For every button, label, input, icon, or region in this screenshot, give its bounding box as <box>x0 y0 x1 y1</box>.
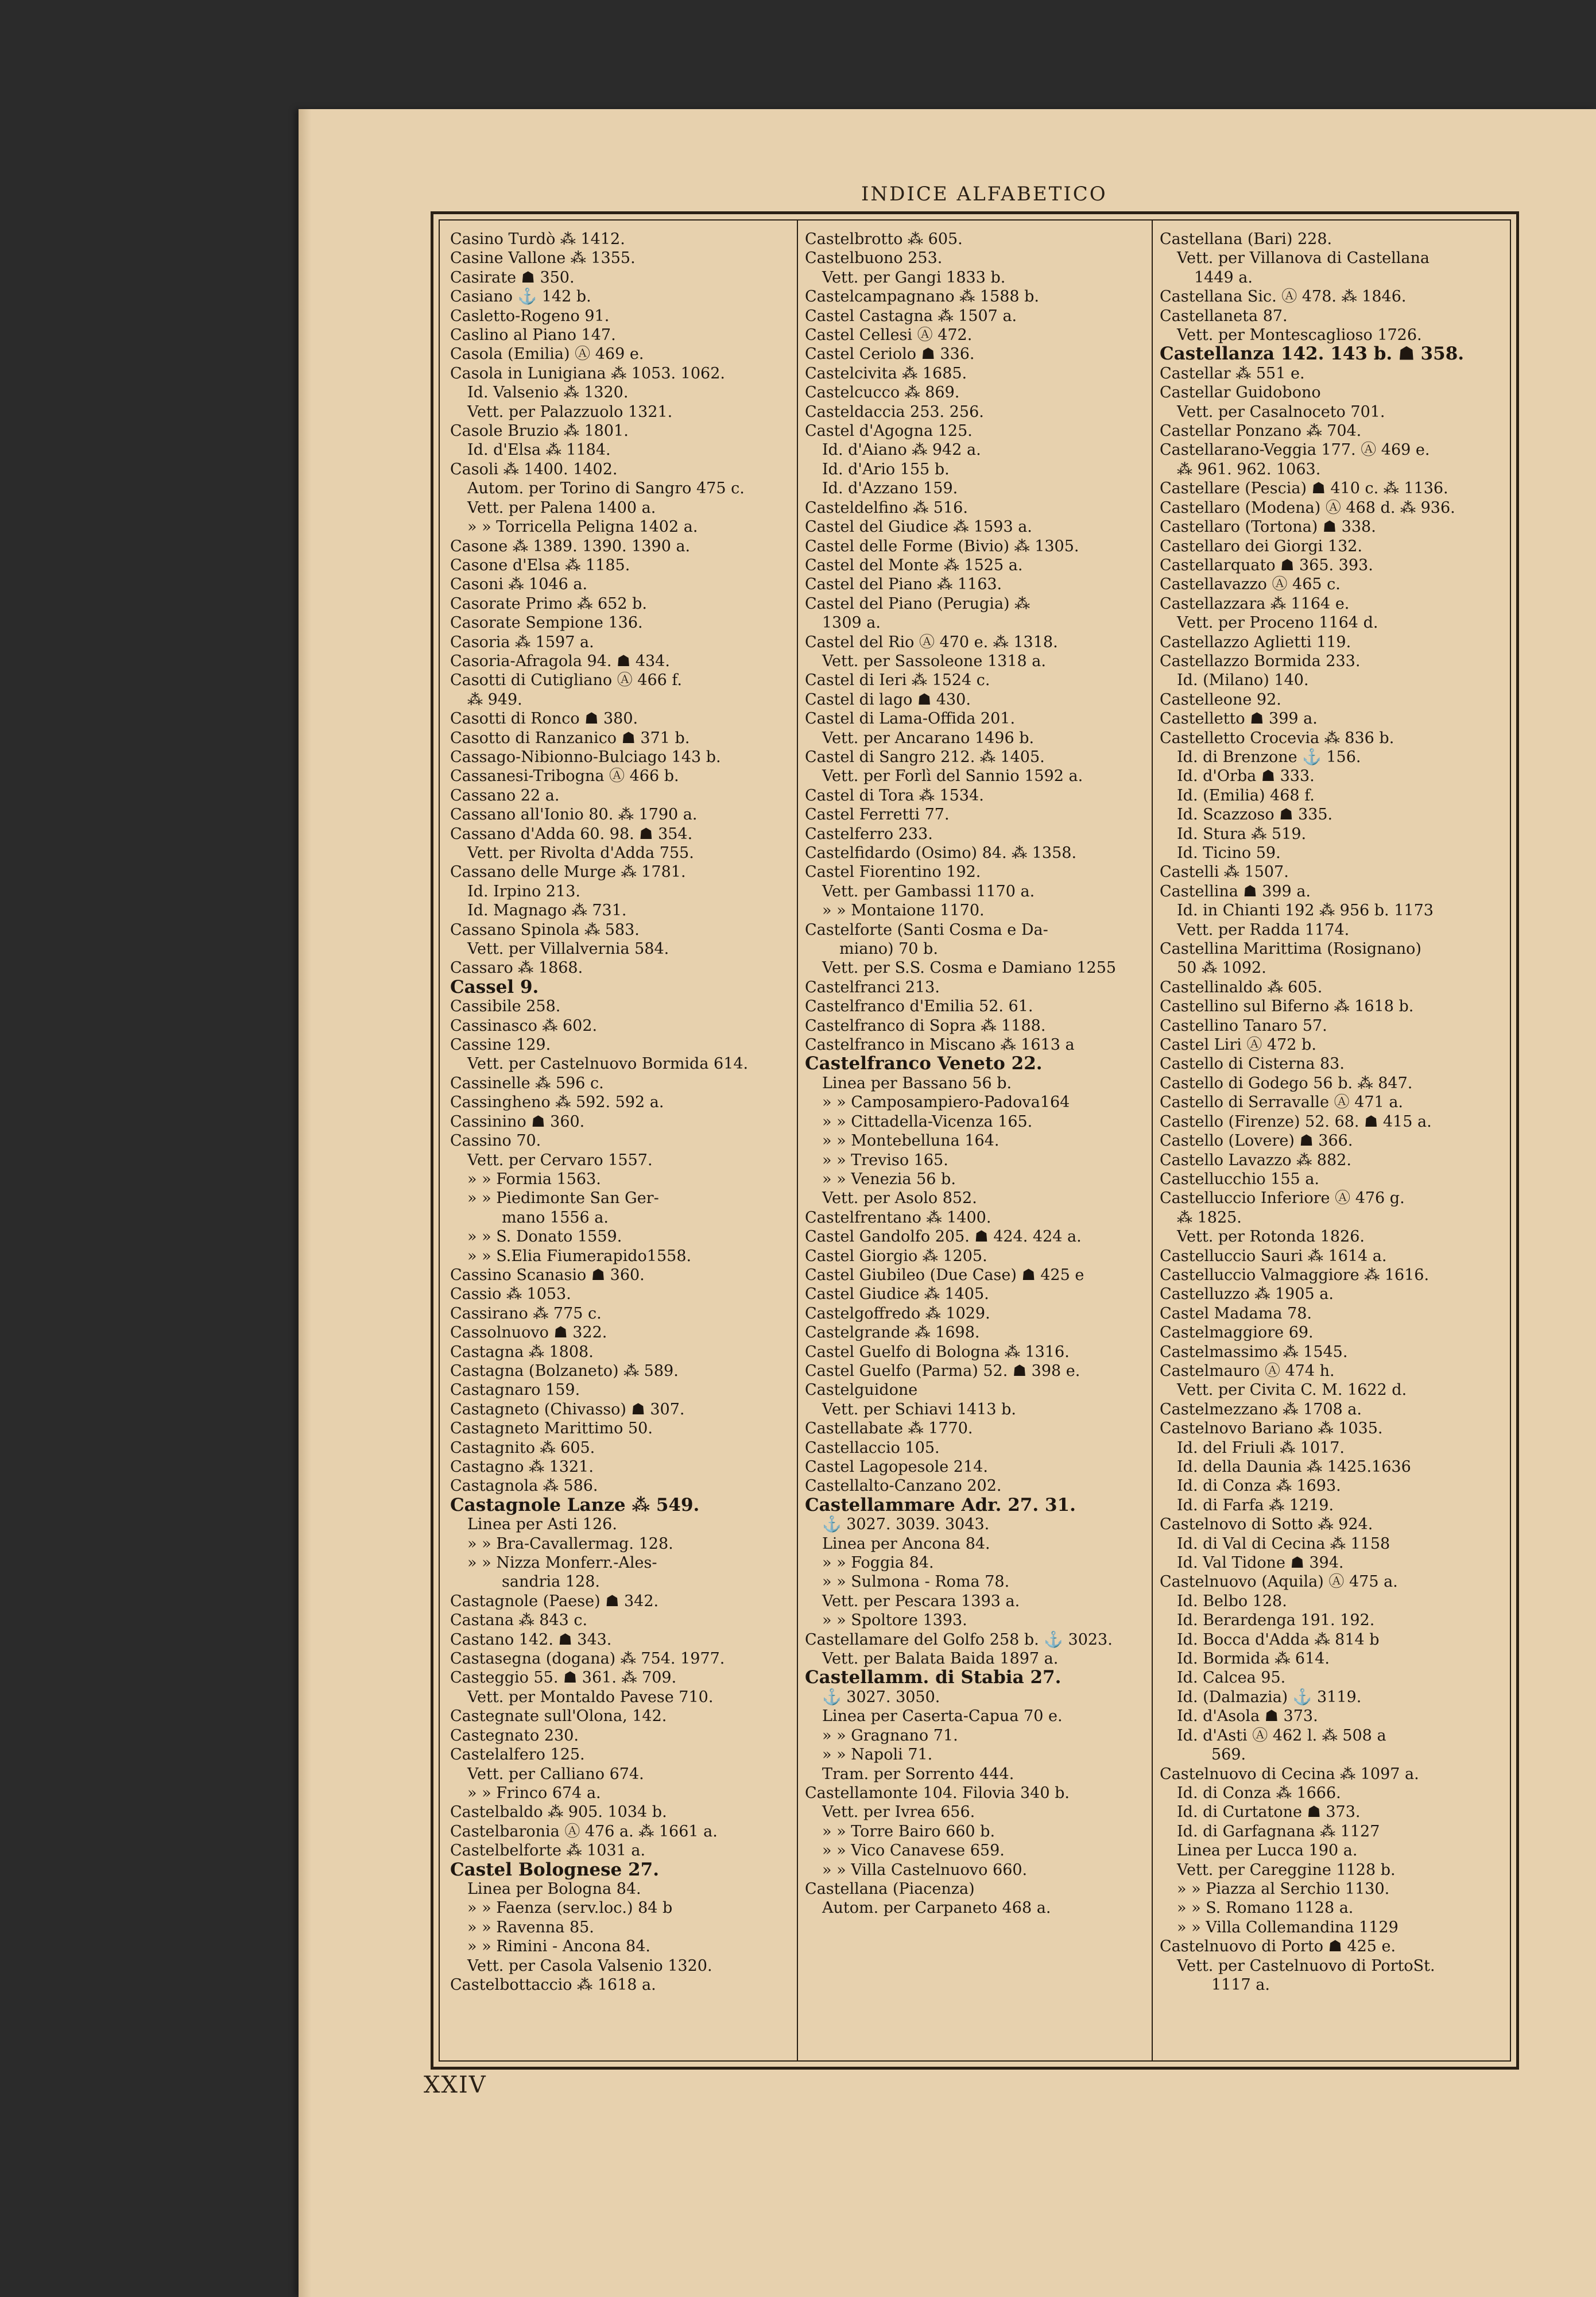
index-entry: Castelfrentano ⁂ 1400. <box>805 1208 991 1227</box>
index-entry: Casorate Sempione 136. <box>450 614 643 632</box>
index-entry: » » S.Elia Fiumerapido1558. <box>467 1247 692 1265</box>
index-entry: Castel Cellesi Ⓐ 472. <box>805 326 973 345</box>
index-entry: Vett. per Palena 1400 a. <box>467 498 656 517</box>
index-entry: » » Montaione 1170. <box>822 902 985 920</box>
index-entry: Castellaro (Modena) Ⓐ 468 d. ⁂ 936. <box>1160 498 1455 517</box>
index-entry: » » Napoli 71. <box>822 1746 933 1764</box>
index-entry: Castelli ⁂ 1507. <box>1160 863 1289 881</box>
index-entry: Castello (Lovere) ☗ 366. <box>1160 1132 1353 1150</box>
index-entry: Id. Calcea 95. <box>1177 1669 1286 1687</box>
index-entry: Cassinasco ⁂ 602. <box>450 1016 598 1035</box>
index-entry: Linea per Ancona 84. <box>822 1534 990 1553</box>
index-entry: Cassago-Nibionno-Bulciago 143 b. <box>450 748 721 766</box>
index-entry: Castelnuovo di Cecina ⁂ 1097 a. <box>1160 1765 1419 1783</box>
index-entry: Castellamonte 104. Filovia 340 b. <box>805 1784 1070 1802</box>
index-entry: Castellaro dei Giorgi 132. <box>1160 537 1363 555</box>
index-entry: » » Spoltore 1393. <box>822 1611 967 1630</box>
index-entry: Castellana (Piacenza) <box>805 1880 975 1898</box>
index-entry: Id. di Farfa ⁂ 1219. <box>1177 1496 1334 1514</box>
index-entry: » » Montebelluna 164. <box>822 1132 1000 1150</box>
index-entry: Vett. per Ancarano 1496 b. <box>822 729 1035 747</box>
index-entry: Id. d'Orba ☗ 333. <box>1177 767 1315 786</box>
index-entry: Castellaneta 87. <box>1160 307 1288 325</box>
index-entry: miano) 70 b. <box>839 940 938 958</box>
index-entry: Id. Bocca d'Adda ⁂ 814 b <box>1177 1630 1380 1649</box>
index-entry: Castel di Lama-Offida 201. <box>805 710 1016 728</box>
index-entry: Castana ⁂ 843 c. <box>450 1611 588 1630</box>
index-entry: Castellarquato ☗ 365. 393. <box>1160 556 1373 574</box>
index-entry: Castellar Guidobono <box>1160 384 1321 402</box>
index-entry: Castagnaro 159. <box>450 1381 580 1399</box>
index-entry: » » Piedimonte San Ger- <box>467 1189 659 1208</box>
index-entry: Tram. per Sorrento 444. <box>822 1765 1014 1783</box>
index-entry: Castelletto ☗ 399 a. <box>1160 710 1318 728</box>
index-entry: Castel Castagna ⁂ 1507 a. <box>805 307 1017 325</box>
index-entry: Castelalfero 125. <box>450 1746 585 1764</box>
index-entry: Id. Irpino 213. <box>467 882 580 900</box>
index-entry: Casotti di Cutigliano Ⓐ 466 f. <box>450 671 683 690</box>
index-entry: » » Villa Collemandina 1129 <box>1177 1918 1399 1936</box>
index-entry: Casteldaccia 253. 256. <box>805 403 984 421</box>
index-entry: Castello (Firenze) 52. 68. ☗ 415 a. <box>1160 1112 1432 1131</box>
index-entry: Castel del Giudice ⁂ 1593 a. <box>805 518 1032 536</box>
index-entry: Vett. per Villalvernia 584. <box>467 940 669 958</box>
index-entry: » » Rimini - Ancona 84. <box>467 1938 650 1956</box>
index-entry: Vett. per Calliano 674. <box>467 1765 644 1783</box>
index-entry: Id. Stura ⁂ 519. <box>1177 825 1307 843</box>
index-entry: Castellazzo Bormida 233. <box>1160 652 1361 670</box>
index-entry: Castelgoffredo ⁂ 1029. <box>805 1304 990 1322</box>
index-entry: Autom. per Torino di Sangro 475 c. <box>467 479 745 498</box>
index-entry: Vett. per Asolo 852. <box>822 1189 977 1208</box>
index-entry: Vett. per Ivrea 656. <box>822 1803 975 1822</box>
index-entry: Castegnate sull'Olona, 142. <box>450 1707 667 1726</box>
index-entry: Castagnola ⁂ 586. <box>450 1477 598 1495</box>
index-entry: » » Torricella Peligna 1402 a. <box>467 518 698 536</box>
index-entry: Castel Giubileo (Due Case) ☗ 425 e <box>805 1266 1084 1284</box>
index-entry: Casotto di Ranzanico ☗ 371 b. <box>450 729 690 747</box>
index-entry: Castelluccio Valmaggiore ⁂ 1616. <box>1160 1266 1430 1284</box>
index-entry: Castelfranco in Miscano ⁂ 1613 a <box>805 1036 1075 1054</box>
index-entry: Cassanesi-Tribogna Ⓐ 466 b. <box>450 767 679 786</box>
page-fold-shadow <box>299 109 311 2297</box>
index-entry: Id. del Friuli ⁂ 1017. <box>1177 1438 1345 1457</box>
index-entry: Castelcivita ⁂ 1685. <box>805 364 967 382</box>
index-entry: Vett. per Sassoleone 1318 a. <box>822 652 1046 670</box>
index-entry: Castello Lavazzo ⁂ 882. <box>1160 1151 1351 1169</box>
index-entry: Castelguidone <box>805 1381 918 1399</box>
index-entry: ⁂ 961. 962. 1063. <box>1177 460 1321 478</box>
index-entry: Castel del Piano ⁂ 1163. <box>805 575 1002 594</box>
index-entry: 569. <box>1211 1746 1246 1764</box>
index-entry: 1309 a. <box>822 614 881 632</box>
index-entry: Castel del Monte ⁂ 1525 a. <box>805 556 1023 574</box>
index-entry: sandria 128. <box>502 1573 600 1591</box>
index-entry: Vett. per Gambassi 1170 a. <box>822 882 1035 900</box>
index-entry: Castel Bolognese 27. <box>450 1860 659 1880</box>
index-entry: » » Nizza Monferr.-Ales- <box>467 1554 657 1572</box>
index-column-2 <box>805 230 1149 1918</box>
index-entry: Id. d'Aiano ⁂ 942 a. <box>822 441 981 459</box>
index-entry: Castellalto-Canzano 202. <box>805 1477 1002 1495</box>
index-entry: Vett. per Proceno 1164 d. <box>1177 614 1378 632</box>
index-entry: » » Foggia 84. <box>822 1554 934 1572</box>
index-entry: Casotti di Ronco ☗ 380. <box>450 710 638 728</box>
index-entry: Id. Belbo 128. <box>1177 1592 1287 1610</box>
index-entry: Castelfranco di Sopra ⁂ 1188. <box>805 1016 1046 1035</box>
index-entry: Id. di Conza ⁂ 1666. <box>1177 1784 1341 1802</box>
index-entry: Cassano all'Ionio 80. ⁂ 1790 a. <box>450 806 698 824</box>
index-entry: Linea per Bologna 84. <box>467 1880 641 1898</box>
index-entry: Castello di Cisterna 83. <box>1160 1055 1345 1073</box>
index-entry: Castello di Godego 56 b. ⁂ 847. <box>1160 1074 1413 1092</box>
index-entry: Castellammare Adr. 27. 31. <box>805 1495 1076 1515</box>
index-entry: Castellazzo Aglietti 119. <box>1160 633 1351 651</box>
index-entry: Id. in Chianti 192 ⁂ 956 b. 1173 <box>1177 902 1434 920</box>
index-entry: Castelfranci 213. <box>805 978 940 996</box>
index-entry: ⁂ 949. <box>467 690 522 709</box>
index-entry: Castagno ⁂ 1321. <box>450 1458 594 1476</box>
index-entry: Cassinelle ⁂ 596 c. <box>450 1074 604 1092</box>
index-entry: Vett. per Civita C. M. 1622 d. <box>1177 1381 1407 1399</box>
index-entry: Cassino Scanasio ☗ 360. <box>450 1266 645 1284</box>
index-entry: ⚓ 3027. 3039. 3043. <box>822 1515 990 1534</box>
index-entry: Cassano delle Murge ⁂ 1781. <box>450 863 686 881</box>
index-entry: Vett. per Palazzuolo 1321. <box>467 403 673 421</box>
index-entry: Castellanza 142. 143 b. ☗ 358. <box>1160 345 1465 364</box>
index-entry: Castel Fiorentino 192. <box>805 863 981 881</box>
index-entry: Vett. per Forlì del Sannio 1592 a. <box>822 767 1083 786</box>
index-entry: Castellamare del Golfo 258 b. ⚓ 3023. <box>805 1630 1113 1649</box>
index-entry: Castagnito ⁂ 605. <box>450 1438 595 1457</box>
index-entry: Castel Giorgio ⁂ 1205. <box>805 1247 987 1265</box>
index-entry: Castellana (Bari) 228. <box>1160 230 1332 248</box>
index-entry: Cassolnuovo ☗ 322. <box>450 1324 607 1342</box>
index-entry: Id. Berardenga 191. 192. <box>1177 1611 1375 1630</box>
index-entry: Castelnovo di Sotto ⁂ 924. <box>1160 1515 1373 1534</box>
index-entry: Vett. per Cervaro 1557. <box>467 1151 653 1169</box>
index-entry: Casirate ☗ 350. <box>450 268 575 287</box>
index-entry: Casone ⁂ 1389. 1390. 1390 a. <box>450 537 691 555</box>
index-entry: mano 1556 a. <box>502 1208 609 1227</box>
index-entry: Linea per Bassano 56 b. <box>822 1074 1012 1092</box>
index-entry: Castano 142. ☗ 343. <box>450 1630 612 1649</box>
index-entry: Cassinino ☗ 360. <box>450 1112 585 1131</box>
index-entry: Casoria-Afragola 94. ☗ 434. <box>450 652 670 670</box>
index-entry: Id. di Val di Cecina ⁂ 1158 <box>1177 1534 1390 1553</box>
index-entry: Vett. per Rotonda 1826. <box>1177 1228 1365 1246</box>
index-entry: Casoria ⁂ 1597 a. <box>450 633 594 651</box>
index-entry: Castellina Marittima (Rosignano) <box>1160 940 1421 958</box>
index-entry: Castelnovo Bariano ⁂ 1035. <box>1160 1420 1383 1438</box>
index-entry: Casola (Emilia) Ⓐ 469 e. <box>450 345 644 364</box>
index-entry: Casola in Lunigiana ⁂ 1053. 1062. <box>450 364 725 382</box>
index-entry: Id. d'Azzano 159. <box>822 479 958 498</box>
index-entry: Casteldelfino ⁂ 516. <box>805 498 968 517</box>
index-entry: Castel Liri Ⓐ 472 b. <box>1160 1036 1316 1054</box>
index-entry: Castelnuovo di Porto ☗ 425 e. <box>1160 1938 1396 1956</box>
index-entry: Id. di Garfagnana ⁂ 1127 <box>1177 1822 1380 1840</box>
index-entry: Id. (Milano) 140. <box>1177 671 1309 690</box>
index-entry: Casine Vallone ⁂ 1355. <box>450 249 636 268</box>
index-entry: Castelbrotto ⁂ 605. <box>805 230 963 248</box>
index-entry: Castelfranco Veneto 22. <box>805 1054 1043 1074</box>
page-header: INDICE ALFABETICO <box>861 183 1107 206</box>
index-entry: Linea per Asti 126. <box>467 1515 617 1534</box>
index-entry: Castelbuono 253. <box>805 249 943 268</box>
index-entry: Castelcampagnano ⁂ 1588 b. <box>805 288 1040 306</box>
index-entry: Castellavazzo Ⓐ 465 c. <box>1160 575 1341 594</box>
index-entry: Castellucchio 155 a. <box>1160 1170 1320 1188</box>
index-entry: Castelferro 233. <box>805 825 933 843</box>
index-entry: Castellaro (Tortona) ☗ 338. <box>1160 518 1376 536</box>
index-entry: Casone d'Elsa ⁂ 1185. <box>450 556 630 574</box>
index-entry: Castelnuovo (Aquila) Ⓐ 475 a. <box>1160 1573 1398 1591</box>
index-entry: Castelluzzo ⁂ 1905 a. <box>1160 1285 1334 1304</box>
index-entry: Castellar ⁂ 551 e. <box>1160 364 1305 382</box>
index-entry: Castel di Ieri ⁂ 1524 c. <box>805 671 990 690</box>
index-entry: » » Bra-Cavallermag. 128. <box>467 1534 673 1553</box>
index-entry: Castel Guelfo (Parma) 52. ☗ 398 e. <box>805 1362 1080 1380</box>
index-entry: Id. d'Asola ☗ 373. <box>1177 1707 1318 1726</box>
index-entry: Vett. per Villanova di Castellana <box>1177 249 1430 268</box>
index-entry: Vett. per Castelnuovo di PortoSt. <box>1177 1956 1435 1975</box>
index-entry: Id. d'Asti Ⓐ 462 l. ⁂ 508 a <box>1177 1726 1386 1745</box>
index-entry: Id. (Emilia) 468 f. <box>1177 786 1315 805</box>
index-entry: Castellinaldo ⁂ 605. <box>1160 978 1323 996</box>
index-entry: Castelmaggiore 69. <box>1160 1324 1314 1342</box>
index-entry: Castelmezzano ⁂ 1708 a. <box>1160 1400 1362 1418</box>
index-entry: » » Faenza (serv.loc.) 84 b <box>467 1899 673 1917</box>
index-entry: Casteggio 55. ☗ 361. ⁂ 709. <box>450 1669 677 1687</box>
index-entry: Castellino Tanaro 57. <box>1160 1016 1327 1035</box>
index-entry: Castellazzara ⁂ 1164 e. <box>1160 594 1350 613</box>
index-entry: Castelluccio Sauri ⁂ 1614 a. <box>1160 1247 1387 1265</box>
index-entry: Castelbaldo ⁂ 905. 1034 b. <box>450 1803 667 1822</box>
index-entry: Casoli ⁂ 1400. 1402. <box>450 460 618 478</box>
index-entry: Castel d'Agogna 125. <box>805 422 973 440</box>
index-entry: ⁂ 1825. <box>1177 1208 1242 1227</box>
index-entry: Vett. per Montaldo Pavese 710. <box>467 1688 714 1706</box>
index-entry: Castellare (Pescia) ☗ 410 c. ⁂ 1136. <box>1160 479 1448 498</box>
index-entry: Castasegna (dogana) ⁂ 754. 1977. <box>450 1650 725 1668</box>
index-entry: Cassibile 258. <box>450 997 561 1016</box>
index-entry: Vett. per Castelnuovo Bormida 614. <box>467 1055 749 1073</box>
index-entry: Castel Ceriolo ☗ 336. <box>805 345 975 364</box>
index-entry: Casino Turdò ⁂ 1412. <box>450 230 625 248</box>
index-entry: Id. Magnago ⁂ 731. <box>467 902 627 920</box>
index-entry: Castel del Rio Ⓐ 470 e. ⁂ 1318. <box>805 633 1058 651</box>
index-entry: Castelmauro Ⓐ 474 h. <box>1160 1362 1335 1380</box>
index-entry: Id. Val Tidone ☗ 394. <box>1177 1554 1344 1572</box>
index-entry: Castellina ☗ 399 a. <box>1160 882 1311 900</box>
index-entry: Cassano d'Adda 60. 98. ☗ 354. <box>450 825 693 843</box>
index-entry: Castel delle Forme (Bivio) ⁂ 1305. <box>805 537 1079 555</box>
index-entry: Castellarano-Veggia 177. Ⓐ 469 e. <box>1160 441 1430 459</box>
index-entry: Castelgrande ⁂ 1698. <box>805 1324 980 1342</box>
index-entry: Castelforte (Santi Cosma e Da- <box>805 921 1048 939</box>
index-entry: Castel Lagopesole 214. <box>805 1458 988 1476</box>
index-entry: Vett. per Gangi 1833 b. <box>822 268 1006 287</box>
index-entry: ⚓ 3027. 3050. <box>822 1688 940 1706</box>
index-entry: Castel Gandolfo 205. ☗ 424. 424 a. <box>805 1228 1082 1246</box>
index-entry: Vett. per Montescaglioso 1726. <box>1177 326 1422 345</box>
index-entry: Autom. per Carpaneto 468 a. <box>822 1899 1051 1917</box>
index-entry: Id. Valsenio ⁂ 1320. <box>467 384 629 402</box>
index-entry: » » Piazza al Serchio 1130. <box>1177 1880 1390 1898</box>
index-entry: Castel di lago ☗ 430. <box>805 690 971 709</box>
index-entry: Castagnole Lanze ⁂ 549. <box>450 1495 700 1515</box>
index-entry: Casiano ⚓ 142 b. <box>450 288 591 306</box>
index-entry: Cassirano ⁂ 775 c. <box>450 1304 602 1322</box>
index-entry: Id. di Curtatone ☗ 373. <box>1177 1803 1361 1822</box>
index-column-1 <box>450 230 795 1994</box>
index-entry: Id. di Conza ⁂ 1693. <box>1177 1477 1341 1495</box>
index-entry: » » Ravenna 85. <box>467 1918 594 1936</box>
index-entry: » » Camposampiero-Padova164 <box>822 1093 1070 1112</box>
index-entry: Castelfidardo (Osimo) 84. ⁂ 1358. <box>805 844 1077 862</box>
index-entry: Id. Bormida ⁂ 614. <box>1177 1650 1330 1668</box>
index-entry: Castellabate ⁂ 1770. <box>805 1420 973 1438</box>
index-entry: » » Treviso 165. <box>822 1151 948 1169</box>
index-entry: Castel Ferretti 77. <box>805 806 950 824</box>
index-entry: Cassano 22 a. <box>450 786 560 805</box>
index-entry: » » Formia 1563. <box>467 1170 601 1188</box>
index-entry: Cassel 9. <box>450 977 539 997</box>
index-entry: Castelluccio Inferiore Ⓐ 476 g. <box>1160 1189 1405 1208</box>
index-entry: Castel di Tora ⁂ 1534. <box>805 786 984 805</box>
index-entry: Vett. per Casalnoceto 701. <box>1177 403 1385 421</box>
index-entry: Casole Bruzio ⁂ 1801. <box>450 422 629 440</box>
column-divider-1 <box>797 221 798 2060</box>
index-entry: Castagneto (Chivasso) ☗ 307. <box>450 1400 685 1418</box>
index-entry: Castelbottaccio ⁂ 1618 a. <box>450 1975 656 1994</box>
index-entry: Linea per Lucca 190 a. <box>1177 1842 1358 1860</box>
index-column-3 <box>1160 230 1504 1994</box>
index-entry: 50 ⁂ 1092. <box>1177 959 1266 977</box>
index-entry: Castelleone 92. <box>1160 690 1281 709</box>
index-entry: Caslino al Piano 147. <box>450 326 616 345</box>
index-entry: Vett. per Balata Baida 1897 a. <box>822 1650 1059 1668</box>
index-entry: Castel Giudice ⁂ 1405. <box>805 1285 989 1304</box>
index-entry: Id. Scazzoso ☗ 335. <box>1177 806 1333 824</box>
index-entry: Castegnato 230. <box>450 1726 579 1745</box>
index-entry: Cassio ⁂ 1053. <box>450 1285 571 1304</box>
column-divider-2 <box>1152 221 1153 2060</box>
index-entry: Castelmassimo ⁂ 1545. <box>1160 1343 1348 1361</box>
index-entry: Casletto-Rogeno 91. <box>450 307 610 325</box>
index-entry: Castagneto Marittimo 50. <box>450 1420 653 1438</box>
index-entry: Cassino 70. <box>450 1132 541 1150</box>
index-entry: » » S. Donato 1559. <box>467 1228 622 1246</box>
index-entry: » » S. Romano 1128 a. <box>1177 1899 1354 1917</box>
index-entry: Vett. per Pescara 1393 a. <box>822 1592 1020 1610</box>
index-entry: Castagna ⁂ 1808. <box>450 1343 594 1361</box>
index-entry: Castel del Piano (Perugia) ⁂ <box>805 594 1031 613</box>
index-entry: Castel Guelfo di Bologna ⁂ 1316. <box>805 1343 1070 1361</box>
index-entry: Id. della Daunia ⁂ 1425.1636 <box>1177 1458 1411 1476</box>
index-entry: Cassano Spinola ⁂ 583. <box>450 921 640 939</box>
index-entry: Castel Madama 78. <box>1160 1304 1312 1322</box>
index-entry: Id. d'Ario 155 b. <box>822 460 950 478</box>
index-entry: Cassine 129. <box>450 1036 551 1054</box>
index-entry: » » Venezia 56 b. <box>822 1170 956 1188</box>
index-entry: 1117 a. <box>1211 1975 1270 1994</box>
index-entry: » » Gragnano 71. <box>822 1726 958 1745</box>
index-entry: Castelbelforte ⁂ 1031 a. <box>450 1842 646 1860</box>
index-entry: Castellar Ponzano ⁂ 704. <box>1160 422 1362 440</box>
index-entry: Vett. per Casola Valsenio 1320. <box>467 1956 712 1975</box>
index-entry: Castagna (Bolzaneto) ⁂ 589. <box>450 1362 679 1380</box>
index-entry: Vett. per Schiavi 1413 b. <box>822 1400 1016 1418</box>
index-entry: Cassingheno ⁂ 592. 592 a. <box>450 1093 664 1112</box>
index-entry: Id. Ticino 59. <box>1177 844 1281 862</box>
page-folio: XXIV <box>424 2072 487 2098</box>
index-entry: Id. d'Elsa ⁂ 1184. <box>467 441 611 459</box>
index-entry: Vett. per Radda 1174. <box>1177 921 1350 939</box>
index-entry: » » Frinco 674 a. <box>467 1784 601 1802</box>
index-entry: Id. di Brenzone ⚓ 156. <box>1177 748 1361 766</box>
index-entry: Casoni ⁂ 1046 a. <box>450 575 588 594</box>
index-entry: Castellana Sic. Ⓐ 478. ⁂ 1846. <box>1160 288 1407 306</box>
index-entry: Linea per Caserta-Capua 70 e. <box>822 1707 1063 1726</box>
index-entry: Castelletto Crocevia ⁂ 836 b. <box>1160 729 1394 747</box>
index-entry: Castagnole (Paese) ☗ 342. <box>450 1592 659 1610</box>
index-entry: Castellamm. di Stabia 27. <box>805 1668 1062 1688</box>
index-entry: Castellaccio 105. <box>805 1438 940 1457</box>
index-entry: Castelfranco d'Emilia 52. 61. <box>805 997 1033 1016</box>
index-entry: » » Cittadella-Vicenza 165. <box>822 1112 1033 1131</box>
index-entry: » » Torre Bairo 660 b. <box>822 1822 995 1840</box>
index-entry: » » Vico Canavese 659. <box>822 1842 1005 1860</box>
index-entry: Castello di Serravalle Ⓐ 471 a. <box>1160 1093 1403 1112</box>
index-entry: Castel di Sangro 212. ⁂ 1405. <box>805 748 1045 766</box>
index-entry: Vett. per S.S. Cosma e Damiano 1255 <box>822 959 1117 977</box>
index-entry: Castelbaronia Ⓐ 476 a. ⁂ 1661 a. <box>450 1822 718 1840</box>
index-entry: 1449 a. <box>1194 268 1253 287</box>
index-entry: Id. (Dalmazia) ⚓ 3119. <box>1177 1688 1362 1706</box>
index-entry: Cassaro ⁂ 1868. <box>450 959 583 977</box>
index-entry: » » Villa Castelnuovo 660. <box>822 1861 1028 1879</box>
index-entry: Vett. per Rivolta d'Adda 755. <box>467 844 694 862</box>
index-entry: Casorate Primo ⁂ 652 b. <box>450 594 647 613</box>
index-entry: » » Sulmona - Roma 78. <box>822 1573 1010 1591</box>
index-entry: Castellino sul Biferno ⁂ 1618 b. <box>1160 997 1414 1016</box>
index-entry: Vett. per Careggine 1128 b. <box>1177 1861 1396 1879</box>
index-entry: Castelcucco ⁂ 869. <box>805 384 960 402</box>
